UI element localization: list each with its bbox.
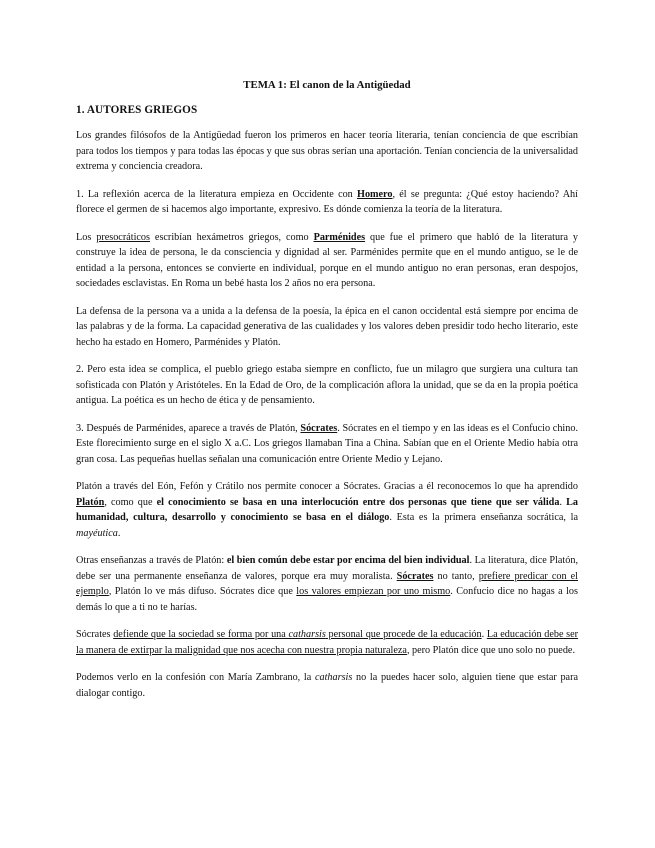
- paragraph: [76, 553, 578, 615]
- text-run: , como que: [104, 496, 157, 508]
- text-run: Platón: [76, 496, 105, 508]
- text-run: . La literatura, dice Platón, debe ser una permanente enseñanza de valores, porque era muy moralista.: [76, 555, 579, 582]
- text-run: . Confucio dice no hagas a los demás lo que a ti no te harías.: [76, 586, 578, 613]
- paragraph: [76, 128, 578, 175]
- text-run: defiende que la sociedad se forma por una: [113, 629, 289, 640]
- paragraph: [76, 187, 578, 218]
- text-run: .: [117, 527, 121, 539]
- text-run: . Sócrates en el tiempo y en las ideas es el Confucio chino. Este florecimiento surge en el siglo X a.C. Los griegos llamaban Tina a China. Sabían que en el Oriente Medio había otra gran cosa. Las pequeñas huellas señalan una comunicación entre Oriente Medio y Lejano.: [76, 422, 578, 465]
- text-run: presocráticos: [96, 231, 150, 243]
- text-run: Sócrates: [396, 570, 434, 582]
- section-heading: 1. AUTORES GRIEGOS: [76, 103, 198, 116]
- text-run: 2. Pero esta idea se complica, el pueblo griego estaba siempre en conflicto, fue un milagro que surgiera una cultura tan sofisticada con Platón y Aristóteles. En la Edad de Oro, de la complicación aflora la unidad, que se da en la propia poética antigua. La poética es un hecho de ética y de pensamiento.: [76, 364, 578, 406]
- text-run: personal que procede de la educación: [325, 629, 482, 640]
- text-run: Sócrates: [76, 629, 114, 640]
- text-run: Platón a través del Eón, Fefón y Crátilo nos permite conocer a Sócrates. Gracias a él reconocemos lo que ha aprendido: [76, 481, 578, 492]
- text-run: Homero: [357, 188, 393, 200]
- text-run: .: [559, 496, 567, 508]
- text-run: , pero Platón dice que uno solo no puede.: [406, 644, 575, 656]
- text-run: Otras enseñanzas a través de Platón:: [76, 555, 227, 566]
- text-run: catharsis: [314, 672, 353, 683]
- text-run: los valores empiezan por uno mismo: [296, 586, 451, 597]
- text-run: mayéutica: [76, 527, 118, 539]
- paragraphs: [76, 128, 578, 701]
- text-run: , él se pregunta: ¿Qué estoy haciendo? Ahí florece el germen de si hacemos algo importante, expresivo. Es dónde comienza la teoría de la literatura.: [76, 188, 578, 215]
- text-run: . Esta es la primera enseñanza socrática, la: [389, 512, 578, 523]
- paragraph: [76, 627, 578, 658]
- text-run: La humanidad, cultura, desarrollo y conocimiento se basa en el diálogo: [76, 496, 579, 523]
- paragraph: [76, 362, 578, 409]
- text-run: Parménides: [313, 231, 366, 243]
- text-run: el conocimiento se basa en una interlocución entre dos personas que tiene que ser válida: [156, 496, 560, 508]
- text-run: no tanto,: [433, 570, 479, 582]
- page-title: TEMA 1: El canon de la Antigüedad: [243, 79, 411, 91]
- text-run: 1. La reflexión acerca de la literatura empieza en Occidente con: [76, 188, 358, 200]
- text-run: que fue el primero que habló de la literatura y construye la idea de persona, le da consciencia y dignidad al ser. Parménides permite que en el mundo antiguo, se le de entidad a la persona, entonces se convierte en individual, porque en el mundo antiguo no eran personas, eran despojos, sociedades esclavistas. En Roma un bebé hasta los 2 años no era persona.: [76, 231, 578, 289]
- text-run: La educación debe ser la manera de extirpar la malignidad que nos acecha con nuestra propia naturaleza: [76, 629, 579, 656]
- text-run: , Platón lo ve más difuso. Sócrates dice que: [108, 586, 297, 597]
- text-run: no la puedes hacer solo, alguien tiene que estar para dialogar contigo.: [76, 672, 578, 699]
- text-run: .: [481, 629, 487, 640]
- paragraph: [76, 230, 578, 292]
- text-run: Los: [76, 231, 97, 243]
- paragraph: [76, 421, 578, 468]
- document-content: [76, 78, 578, 713]
- text-run: el bien común debe estar por encima del bien individual: [226, 555, 470, 566]
- paragraph: [76, 304, 578, 351]
- paragraph: [76, 479, 578, 541]
- paragraph: [76, 670, 578, 701]
- text-run: 3. Después de Parménides, aparece a través de Platón,: [76, 422, 301, 434]
- text-run: Podemos verlo en la confesión con María Zambrano, la: [76, 672, 315, 683]
- text-run: Los grandes filósofos de la Antigüedad fueron los primeros en hacer teoría literaria, tenían conciencia de que escribían para todos los tiempos y para todas las épocas y que sus obras serían una aportación. Tenían conciencia de la universalidad extrema y conciencia creadora.: [76, 130, 578, 172]
- text-run: prefiere predicar con el ejemplo: [76, 570, 578, 597]
- text-run: La defensa de la persona va a unida a la defensa de la poesía, la épica en el canon occidental está siempre por encima de las palabras y de la forma. La capacidad generativa de las cualidades y los valores deben presidir todo hecho literario, este hecho ha estado en Homero, Parménides y Platón.: [76, 305, 578, 348]
- text-run: catharsis: [288, 629, 326, 640]
- text-run: escribían hexámetros griegos, como: [149, 231, 314, 243]
- text-run: Sócrates: [300, 422, 338, 434]
